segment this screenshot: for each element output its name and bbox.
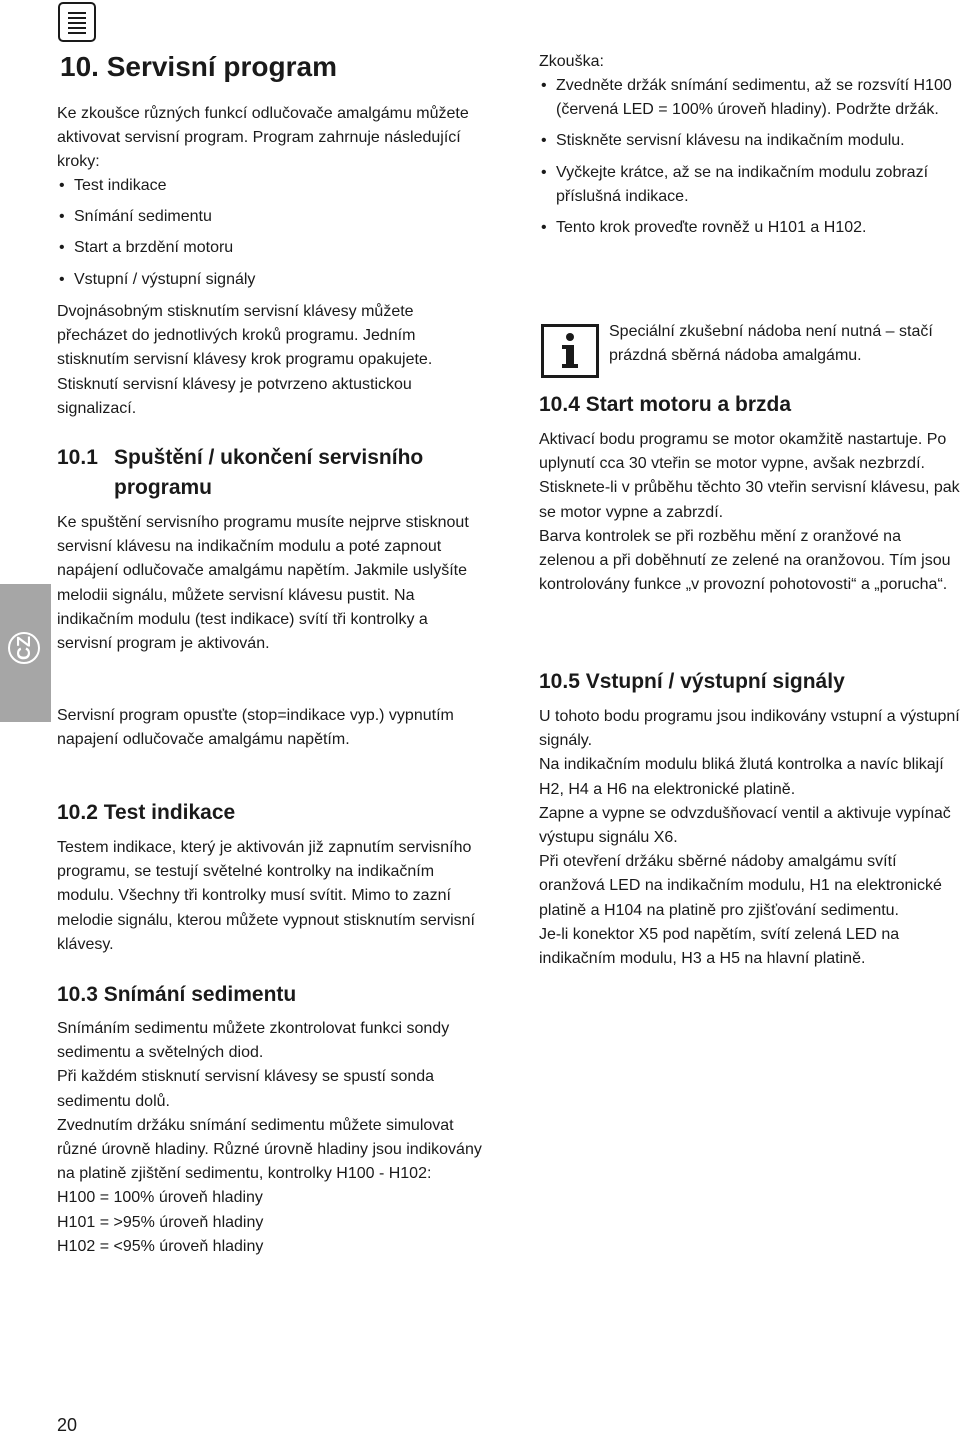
section-10-1-stop-text: Servisní program opusťte (stop=indikace vyp.) vypnutím napajení odlučovače amalgámu napětím. [57, 707, 454, 749]
list-item: • Start a brzdění motoru [57, 236, 487, 260]
test-label: Zkouška: [539, 53, 604, 70]
section-10-4-heading: 10.4 Start motoru a brzda [539, 393, 792, 416]
paragraph: Zapne a vypne se odvzdušňovací ventil a aktivuje vypínač výstupu signálu X6. [539, 804, 951, 847]
section-10-4-text [539, 428, 960, 597]
paragraph: H102 = <95% úroveň hladiny [57, 1237, 264, 1255]
info-text: Speciální zkušební nádoba není nutná – stačí prázdná sběrná nádoba amalgámu. [609, 323, 933, 365]
paragraph: Na indikačním modulu bliká žlutá kontrolka a navíc blikají H2, H4 a H6 na elektronické platině. [539, 756, 944, 798]
section-title: Spuštění / ukončení servisního programu [114, 446, 424, 499]
list-item: • Vyčkejte krátce, až se na indikačním modulu zobrazí příslušná indikace. [539, 161, 960, 209]
section-10-5-heading: 10.5 Vstupní / výstupní signály [539, 670, 845, 693]
paragraph: Zvednutím držáku snímání sedimentu můžete simulovat různé úrovně hladiny. Různé úrovně hladiny jsou indikovány na platině zjištění sedimentu, kontrolky H100 - H102: [57, 1116, 482, 1183]
section-10-1-text: Ke spuštění servisního programu musíte nejprve stisknout servisní klávesu na indikačním modulu a poté zapnout napájení odlučovače amalgámu napětím. Jakmile uslyšíte melodii signálu, můžete servisní klávesu pustit. Na indikačním modulu (test indikace) svítí tři kontrolky a servisní program je aktivován. [57, 514, 469, 653]
paragraph: Aktivací bodu programu se motor okamžitě nastartuje. Po uplynutí cca 30 vteřin se motor vypne, avšak nezbrzdí. Stisknete-li v průběhu těchto 30 vteřin servisní klávesu, pak se motor vypne a zabrzdí. [539, 431, 960, 521]
list-item: • Zvedněte držák snímání sedimentu, až se rozsvítí H100 (červená LED = 100% úroveň hladiny). Podržte držák. [539, 74, 960, 122]
paragraph: U tohoto bodu programu jsou indikovány vstupní a výstupní signály. [539, 708, 960, 750]
paragraph: Snímáním sedimentu můžete zkontrolovat funkci sondy sedimentu a světelných diod. [57, 1020, 450, 1062]
section-10-2-text: Testem indikace, který je aktivován již zapnutím servisního programu, se testují světelné kontrolky na indikačním modulu. Všechny tři kontrolky musí svítit. Mimo to zazní melodie signálu, kterou můžete vypnout stisknutím servisní klávesy. [57, 839, 475, 953]
list-item: • Test indikace [57, 174, 487, 198]
section-10-3-heading: 10.3 Snímání sedimentu [57, 983, 297, 1006]
program-steps-list [57, 174, 487, 299]
navigation-text: Dvojnásobným stisknutím servisní klávesy můžete přecházet do jednotlivých kroků programu. Jedním stisknutím servisní klávesy krok programu opakujete. Stisknutí servisní klávesy je potvrzeno aktustickou signalizací. [57, 303, 433, 417]
section-10-2-heading: 10.2 Test indikace [57, 801, 236, 824]
list-item: • Stiskněte servisní klávesu na indikačním modulu. [539, 129, 960, 153]
page-title: 10. Servisní program [60, 51, 338, 82]
paragraph: Je-li konektor X5 pod napětím, svítí zelená LED na indikačním modulu, H3 a H5 na hlavní platině. [539, 925, 900, 968]
paragraph: Při každém stisknutí servisní klávesy se spustí sonda sedimentu dolů. [57, 1068, 435, 1110]
language-tab [0, 584, 51, 722]
section-10-3-text [57, 1017, 487, 1259]
language-code: CZ [14, 636, 34, 660]
list-item: • Vstupní / výstupní signály [57, 268, 487, 292]
info-note [539, 320, 960, 380]
paragraph: Při otevření držáku sběrné nádoby amalgámu svítí oranžová LED na indikačním modulu, H1 na elektronické platině a H104 na platině pro zjišťování sedimentu. [539, 853, 942, 919]
section-10-5-text [539, 705, 960, 971]
section-number: 10.1 [57, 446, 98, 469]
paragraph: H100 = 100% úroveň hladiny [57, 1189, 263, 1207]
intro-text: Ke zkoušce různých funkcí odlučovače amalgámu můžete aktivovat servisní program. Program zahrnuje následující kroky: [57, 105, 469, 171]
paragraph: Barva kontrolek se při rozběhu mění z oranžové na zelenou a při doběhnutí ze zelené na oranžovou. Tím jsou kontrolovány funkce „v provozní pohotovosti“ a „porucha“. [539, 527, 951, 594]
page-number: 20 [57, 1415, 78, 1435]
list-item: • Snímání sedimentu [57, 205, 487, 229]
list-item: • Tento krok proveďte rovněž u H101 a H102. [539, 216, 960, 240]
document-icon [58, 2, 96, 42]
test-steps-list [539, 74, 960, 247]
info-icon [541, 324, 599, 378]
paragraph: H101 = >95% úroveň hladiny [57, 1213, 264, 1231]
